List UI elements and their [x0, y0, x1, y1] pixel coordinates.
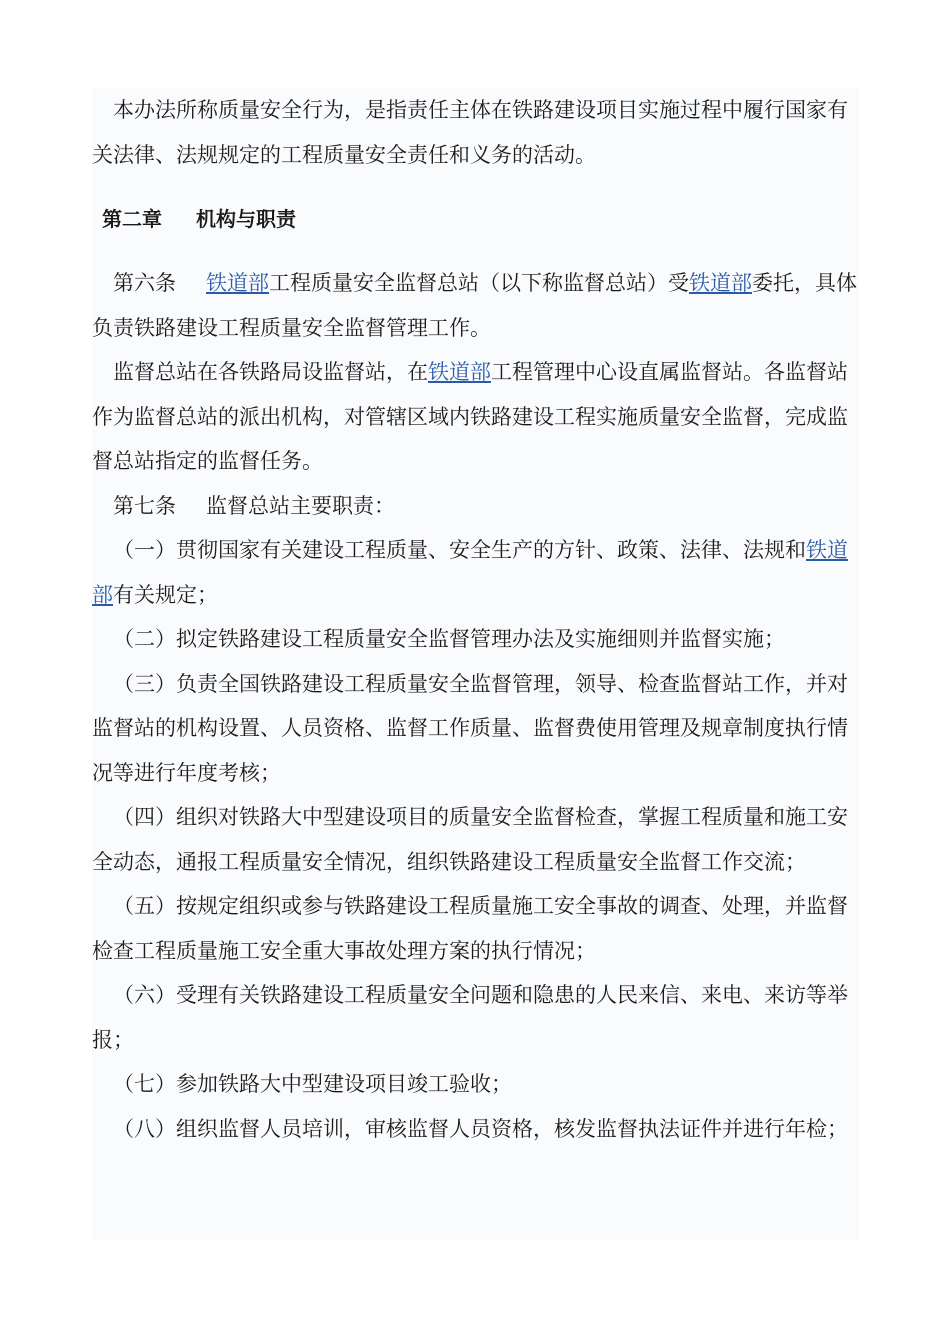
- duty-item-1-text: （一）贯彻国家有关建设工程质量、安全生产的方针、政策、法律、法规和: [113, 538, 806, 562]
- link-railway-ministry[interactable]: 铁道部: [428, 360, 491, 384]
- chapter-number: 第二章: [102, 207, 162, 231]
- duty-item-4: （四）组织对铁路大中型建设项目的质量安全监督检查，掌握工程质量和施工安全动态，通报工程质量安全情况，组织铁路建设工程质量安全监督工作交流；: [92, 805, 848, 874]
- article-6: [92, 261, 859, 350]
- article-7-label: 第七条: [113, 493, 176, 518]
- chapter-title: 机构与职责: [196, 207, 296, 231]
- stations-text-1: 监督总站在各铁路局设监督站，在: [113, 360, 428, 384]
- duty-item-6: （六）受理有关铁路建设工程质量安全问题和隐患的人民来信、来电、来访等举报；: [92, 983, 848, 1052]
- duty-item-1: [92, 528, 859, 617]
- duty-item-7: （七）参加铁路大中型建设项目竣工验收；: [113, 1072, 512, 1096]
- article-6-text-1: 工程质量安全监督总站（以下称监督总站）受: [269, 271, 689, 295]
- duty-item-2: （二）拟定铁路建设工程质量安全监督管理办法及实施细则并监督实施；: [113, 627, 785, 651]
- stations-text-2: 工程管理中心设直属监督站。各监督站作为监督总站的派出机构，对管辖区域内铁路建设工程实施质量安全监督，完成监督总站指定的监督任务。: [92, 360, 848, 473]
- article-7-text: 监督总站主要职责：: [206, 493, 395, 518]
- article-7: [92, 484, 859, 529]
- link-railway-ministry[interactable]: 铁道部: [206, 271, 269, 295]
- link-railway-ministry[interactable]: 铁道部: [689, 271, 752, 295]
- article-6-label: 第六条: [113, 271, 176, 295]
- article-6-text-2: 委托，具体负责铁路建设工程质量安全监督管理工作。: [92, 271, 857, 340]
- duty-item-3: （三）负责全国铁路建设工程质量安全监督管理，领导、检查监督站工作，并对监督站的机构设置、人员资格、监督工作质量、监督费使用管理及规章制度执行情况等进行年度考核；: [92, 671, 848, 785]
- duty-item-1-tail: 有关规定；: [113, 582, 218, 607]
- duty-item-8: （八）组织监督人员培训，审核监督人员资格，核发监督执法证件并进行年检；: [113, 1116, 848, 1141]
- document-body: [92, 88, 859, 1240]
- paragraph-supervision-stations: [92, 350, 859, 484]
- paragraph-definition: 本办法所称质量安全行为，是指责任主体在铁路建设项目实施过程中履行国家有关法律、法规规定的工程质量安全责任和义务的活动。: [92, 98, 848, 167]
- link-railway-ministry[interactable]: 铁道部: [92, 538, 848, 607]
- duty-item-5: （五）按规定组织或参与铁路建设工程质量施工安全事故的调查、处理，并监督检查工程质量施工安全重大事故处理方案的执行情况；: [92, 894, 848, 963]
- chapter-heading: [92, 197, 859, 241]
